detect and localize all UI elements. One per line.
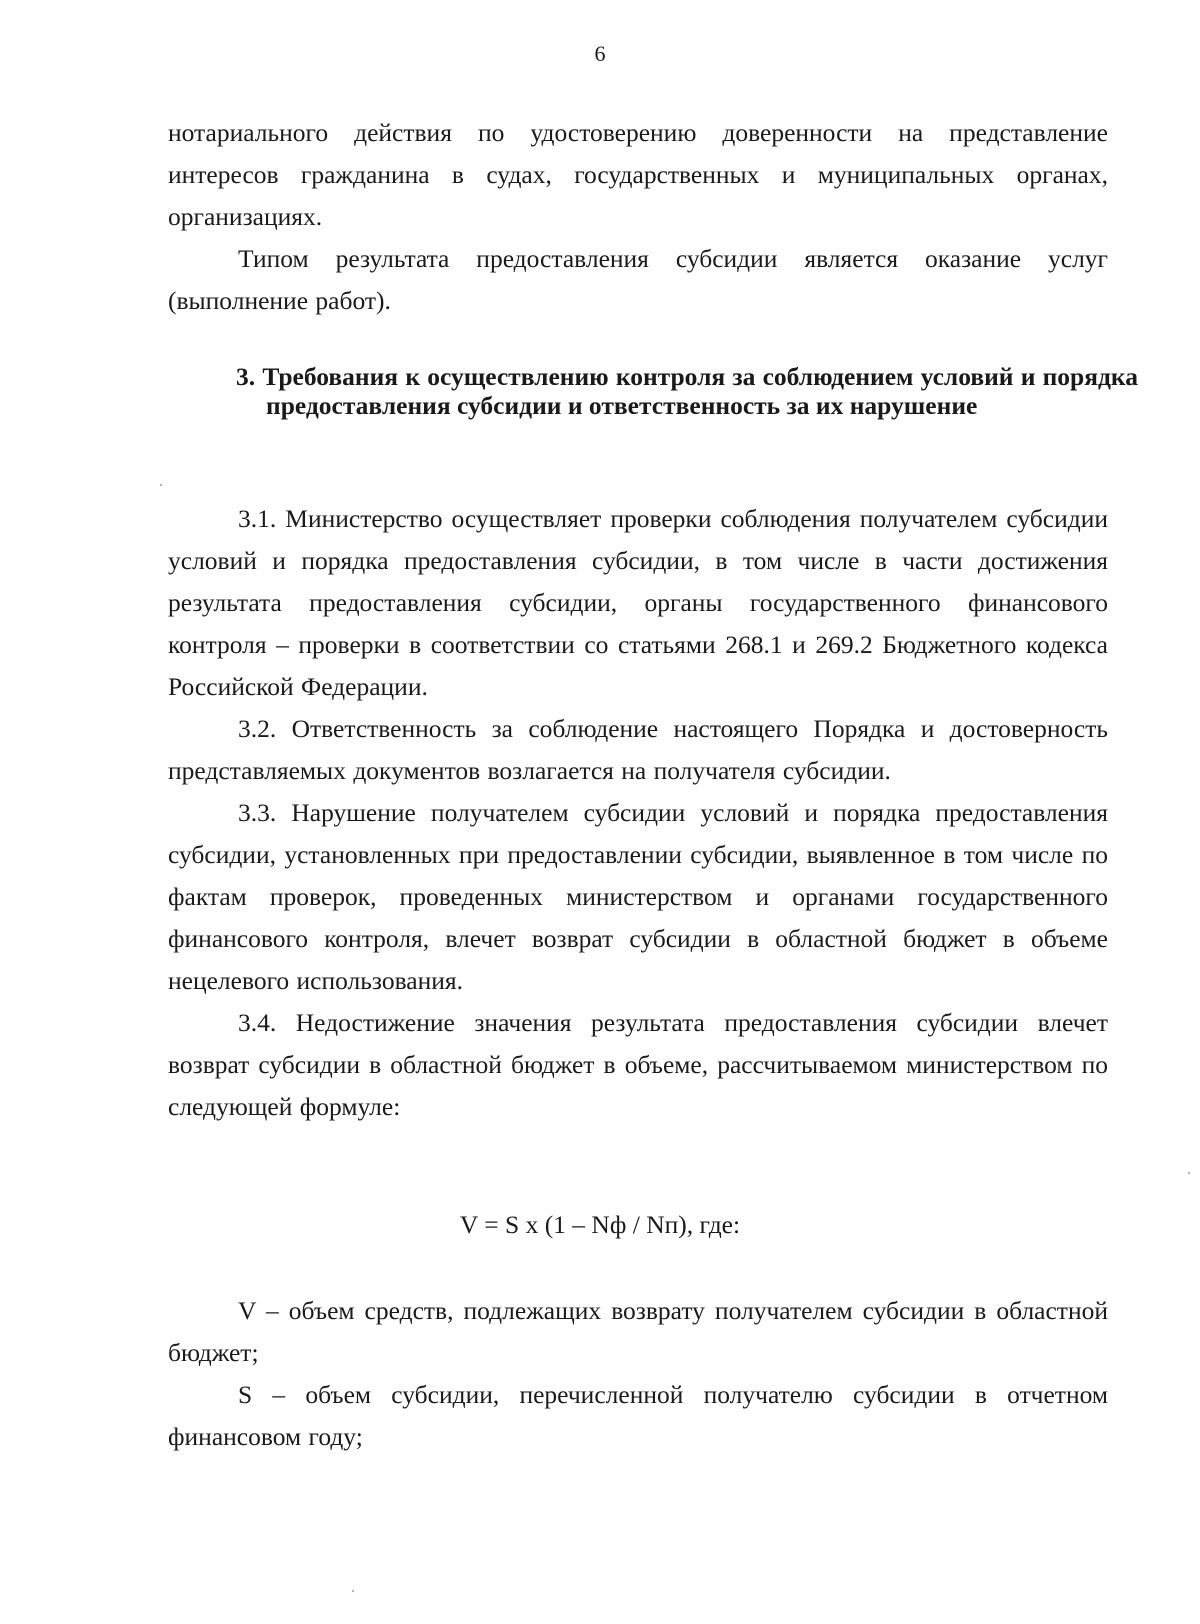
page-number: 6 (594, 41, 606, 66)
scan-speck (160, 484, 162, 486)
paragraph-3-1: 3.1. Министерство осуществляет проверки соблюдения получателем субсидии условий и порядка предоставления субсидии, в том числе в части достижения результата предоставления субсидии, органы государственного финансового контроля – проверки в соответствии со статьями 268.1 и 269.2 Бюджетного кодекса Российской Федерации. (168, 504, 1108, 701)
paragraph-block-definitions (168, 1290, 1108, 1458)
scan-speck (1188, 1172, 1190, 1174)
paragraph-block-intro (168, 112, 1108, 322)
paragraph-3-4: 3.4. Недостижение значения результата предоставления субсидии влечет возврат субсидии в областной бюджет в объеме, рассчитываемом министерством по следующей формуле: (168, 1008, 1108, 1121)
formula: V = S x (1 – Nф / Nп), где: (459, 1210, 741, 1239)
section-heading: 3. Требования к осуществлению контроля за соблюдением условий и порядка предоставления субсидии и ответственность за их нарушение (236, 362, 1138, 420)
paragraph-3-3: 3.3. Нарушение получателем субсидии условий и порядка предоставления субсидии, установленных при предоставлении субсидии, выявленное в том числе по фактам проверок, проведенных министерством и органами государственного финансового контроля, влечет возврат субсидии в областной бюджет в объеме нецелевого использования. (168, 798, 1108, 995)
paragraph-s-definition: S – объем субсидии, перечисленной получателю субсидии в отчетном финансовом году; (168, 1380, 1108, 1451)
scan-speck (352, 1590, 354, 1592)
paragraph-result-type: Типом результата предоставления субсидии является оказание услуг (выполнение работ). (168, 244, 1108, 315)
paragraph-block-section-3 (168, 498, 1108, 1128)
paragraph-v-definition: V – объем средств, подлежащих возврату получателем субсидии в областной бюджет; (168, 1296, 1108, 1367)
paragraph-continuation: нотариального действия по удостоверению доверенности на представление интересов гражданина в судах, государственных и муниципальных органах, организациях. (168, 118, 1108, 231)
paragraph-3-2: 3.2. Ответственность за соблюдение настоящего Порядка и достоверность представляемых документов возлагается на получателя субсидии. (168, 714, 1108, 785)
